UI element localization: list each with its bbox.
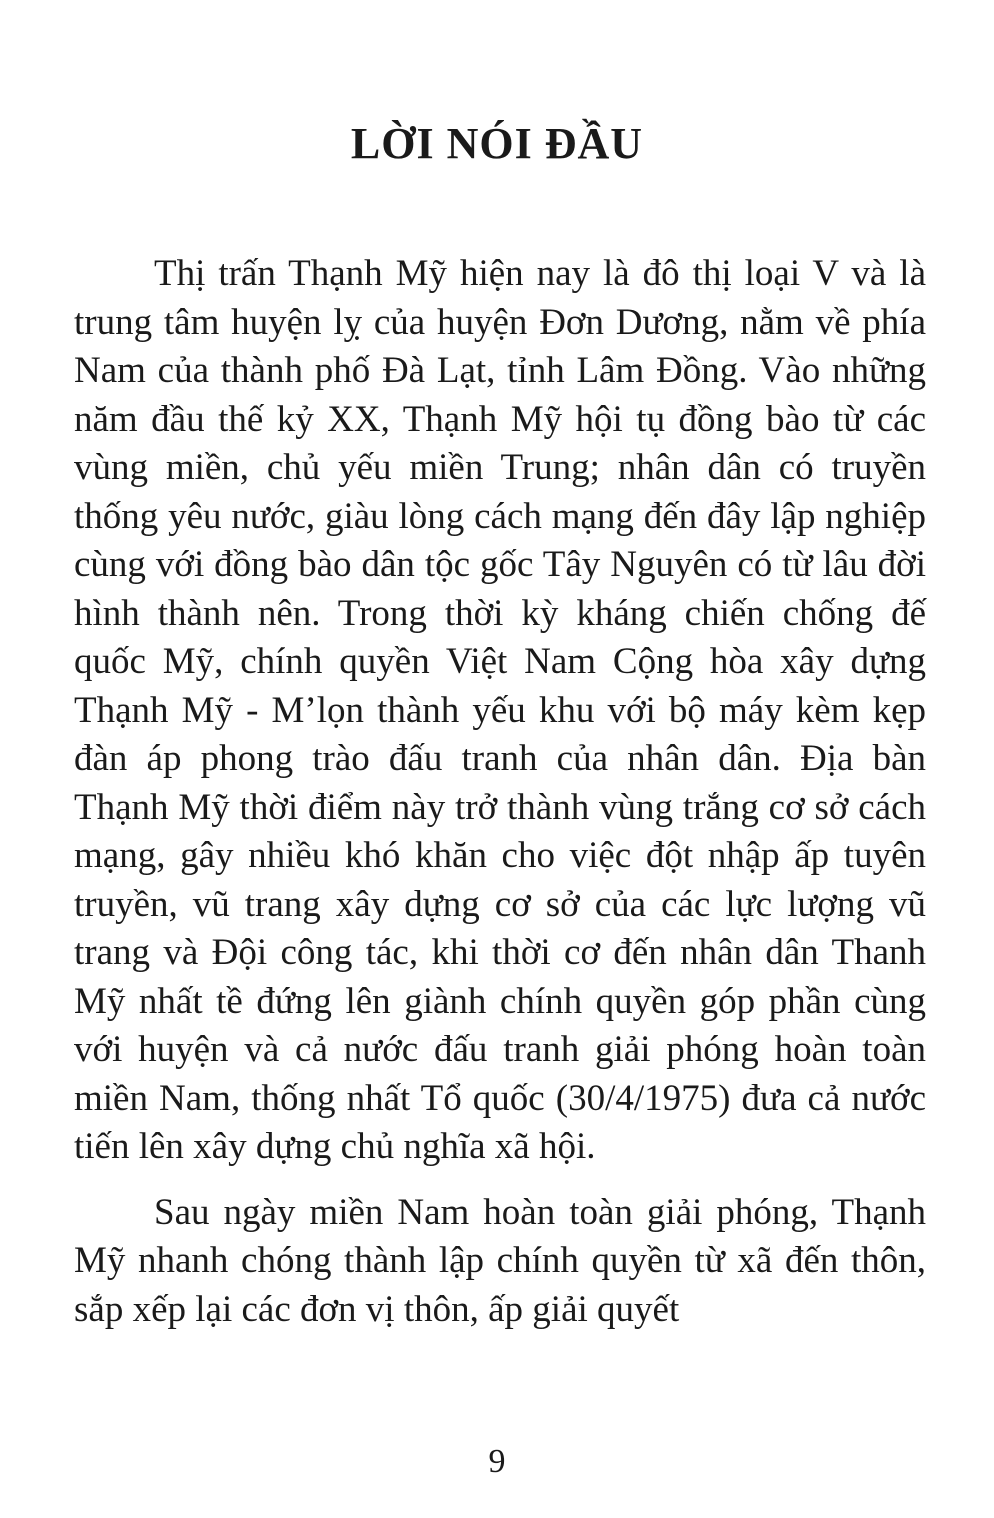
page-number: 9 bbox=[488, 1443, 506, 1480]
page-title: LỜI NÓI ĐẦU bbox=[350, 119, 644, 168]
paragraph-2: Sau ngày miền Nam hoàn toàn giải phóng, Thạnh Mỹ nhanh chóng thành lập chính quyền từ xã đến thôn, sắp xếp lại các đơn vị thôn, ấp giải quyết bbox=[74, 1191, 926, 1330]
body-text bbox=[74, 250, 926, 1334]
paragraph-1: Thị trấn Thạnh Mỹ hiện nay là đô thị loại V và là trung tâm huyện lỵ của huyện Đơn Dương, nằm về phía Nam của thành phố Đà Lạt, tỉnh Lâm Đồng. Vào những năm đầu thế kỷ XX, Thạnh Mỹ hội tụ đồng bào từ các vùng miền, chủ yếu miền Trung; nhân dân có truyền thống yêu nước, giàu lòng cách mạng đến đây lập nghiệp cùng với đồng bào dân tộc gốc Tây Nguyên có từ lâu đời hình thành nên. Trong thời kỳ kháng chiến chống đế quốc Mỹ, chính quyền Việt Nam Cộng hòa xây dựng Thạnh Mỹ - M’lọn thành yếu khu với bộ máy kèm kẹp đàn áp phong trào đấu tranh của nhân dân. Địa bàn Thạnh Mỹ thời điểm này trở thành vùng trắng cơ sở cách mạng, gây nhiều khó khăn cho việc đột nhập ấp tuyên truyền, vũ trang xây dựng cơ sở của các lực lượng vũ trang và Đội công tác, khi thời cơ đến nhân dân Thanh Mỹ nhất tề đứng lên giành chính quyền góp phần cùng với huyện và cả nước đấu tranh giải phóng hoàn toàn miền Nam, thống nhất Tổ quốc (30/4/1975) đưa cả nước tiến lên xây dựng chủ nghĩa xã hội. bbox=[74, 253, 926, 1167]
